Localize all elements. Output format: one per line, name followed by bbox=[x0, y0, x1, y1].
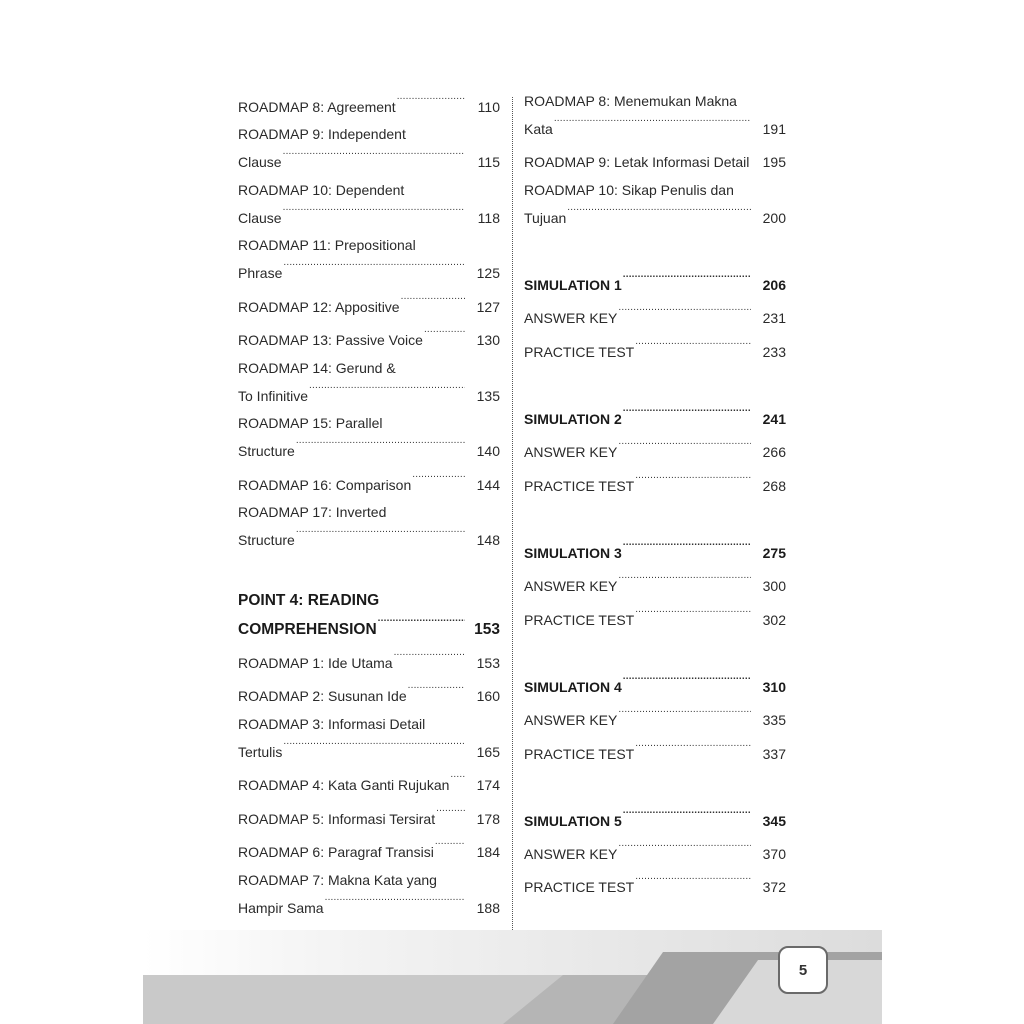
toc-entry-label: ROADMAP 2: Susunan Ide bbox=[238, 688, 407, 704]
toc-entry bbox=[238, 323, 500, 351]
toc-entry bbox=[524, 569, 786, 597]
dot-leader bbox=[424, 323, 465, 345]
toc-entry bbox=[524, 603, 786, 631]
dot-leader bbox=[325, 891, 465, 913]
toc-entry bbox=[238, 679, 500, 707]
toc-entry-page: 335 bbox=[762, 712, 786, 728]
toc-entry-label: Hampir Sama bbox=[238, 900, 324, 916]
toc-entry-page: 140 bbox=[476, 443, 500, 459]
toc-entry-page: 266 bbox=[762, 444, 786, 460]
toc-entry bbox=[238, 590, 500, 641]
toc-entry-label: SIMULATION 3 bbox=[524, 545, 622, 561]
toc-entry-label: ROADMAP 9: Letak Informasi Detail bbox=[524, 154, 750, 170]
page-number-badge: 5 bbox=[778, 946, 828, 994]
toc-entry-page: 302 bbox=[762, 612, 786, 628]
toc-entry-label: SIMULATION 5 bbox=[524, 813, 622, 829]
dot-leader bbox=[618, 703, 751, 725]
toc-entry-page: 268 bbox=[762, 478, 786, 494]
dot-leader bbox=[397, 90, 465, 112]
dot-leader bbox=[554, 112, 751, 134]
toc-entry-page: 118 bbox=[477, 210, 500, 226]
toc-entry bbox=[238, 835, 500, 863]
toc-entry-title-line: ROADMAP 10: Dependent bbox=[238, 182, 405, 198]
toc-entry bbox=[238, 234, 500, 284]
toc-entry bbox=[238, 290, 500, 318]
toc-entry-page: 160 bbox=[476, 688, 500, 704]
toc-entry-page: 300 bbox=[762, 578, 786, 594]
toc-entry-title-line: ROADMAP 9: Independent bbox=[238, 126, 406, 142]
toc-entry bbox=[238, 412, 500, 462]
toc-entry-title-line: POINT 4: READING bbox=[238, 592, 380, 609]
toc-entry-title-line: ROADMAP 3: Informasi Detail bbox=[238, 716, 426, 732]
toc-entry-label: ANSWER KEY bbox=[524, 310, 618, 326]
dot-leader bbox=[450, 768, 465, 790]
toc-entry bbox=[238, 123, 500, 173]
toc-entry-page: 125 bbox=[476, 265, 500, 281]
footer-decoration bbox=[143, 930, 882, 1024]
dot-leader bbox=[635, 335, 751, 357]
dot-leader bbox=[283, 256, 465, 278]
toc-entry-label: PRACTICE TEST bbox=[524, 612, 635, 628]
toc-entry bbox=[238, 802, 500, 830]
toc-entry bbox=[524, 837, 786, 865]
toc-entry-title-line: ROADMAP 17: Inverted bbox=[238, 504, 387, 520]
dot-leader bbox=[435, 835, 465, 857]
toc-entry-page: 148 bbox=[476, 532, 500, 548]
dot-leader bbox=[623, 268, 751, 290]
toc-entry-label: PRACTICE TEST bbox=[524, 746, 635, 762]
dot-leader bbox=[623, 670, 751, 692]
toc-entry bbox=[524, 145, 786, 173]
toc-entry bbox=[524, 335, 786, 363]
toc-entry-label: Tertulis bbox=[238, 744, 283, 760]
toc-entry bbox=[524, 870, 786, 898]
toc-entry-page: 231 bbox=[762, 310, 786, 326]
toc-entry-label: ROADMAP 16: Comparison bbox=[238, 477, 412, 493]
toc-entry-page: 206 bbox=[762, 277, 786, 293]
toc-entry-label: ROADMAP 6: Paragraf Transisi bbox=[238, 844, 434, 860]
toc-entry-page: 115 bbox=[477, 154, 500, 170]
toc-entry bbox=[238, 501, 500, 551]
toc-entry-label: Kata bbox=[524, 121, 553, 137]
dot-leader bbox=[394, 646, 465, 668]
dot-leader bbox=[618, 435, 751, 457]
toc-entry-label: PRACTICE TEST bbox=[524, 344, 635, 360]
toc-entry-label: COMPREHENSION bbox=[238, 621, 377, 638]
toc-entry bbox=[524, 469, 786, 497]
toc-entry bbox=[238, 768, 500, 796]
toc-entry-label: ANSWER KEY bbox=[524, 846, 618, 862]
toc-entry-label: ROADMAP 8: Agreement bbox=[238, 99, 396, 115]
toc-entry-page: 144 bbox=[476, 477, 500, 493]
toc-entry-page: 372 bbox=[762, 879, 786, 895]
toc-entry-label: Structure bbox=[238, 443, 295, 459]
toc-entry bbox=[524, 804, 786, 832]
dot-leader bbox=[401, 290, 465, 312]
toc-entry-page: 165 bbox=[476, 744, 500, 760]
toc-entry bbox=[238, 468, 500, 496]
toc-entry bbox=[524, 435, 786, 463]
toc-entry-page: 184 bbox=[476, 844, 500, 860]
toc-entry-title-line: ROADMAP 15: Parallel bbox=[238, 415, 383, 431]
toc-entry-label: Tujuan bbox=[524, 210, 567, 226]
dot-leader bbox=[296, 434, 465, 456]
dot-leader bbox=[436, 802, 465, 824]
dot-leader bbox=[567, 201, 751, 223]
toc-entry-page: 153 bbox=[476, 655, 500, 671]
toc-entry-label: Structure bbox=[238, 532, 295, 548]
toc-entry-page: 127 bbox=[476, 299, 500, 315]
toc-entry-title-line: ROADMAP 11: Prepositional bbox=[238, 237, 416, 253]
toc-entry-label: ANSWER KEY bbox=[524, 712, 618, 728]
toc-entry-page: 174 bbox=[476, 777, 500, 793]
toc-entry bbox=[238, 179, 500, 229]
dot-leader bbox=[408, 679, 465, 701]
column-divider bbox=[512, 97, 513, 930]
toc-entry-page: 178 bbox=[476, 811, 500, 827]
dot-leader bbox=[283, 735, 465, 757]
toc-entry bbox=[238, 357, 500, 407]
toc-entry-label: ROADMAP 4: Kata Ganti Rujukan bbox=[238, 777, 450, 793]
toc-entry-page: 200 bbox=[762, 210, 786, 226]
toc-entry bbox=[524, 536, 786, 564]
toc-entry bbox=[524, 670, 786, 698]
toc-entry bbox=[238, 646, 500, 674]
dot-leader bbox=[623, 536, 751, 558]
toc-entry-label: PRACTICE TEST bbox=[524, 879, 635, 895]
toc-entry-title-line: ROADMAP 7: Makna Kata yang bbox=[238, 872, 437, 888]
toc-entry-page: 370 bbox=[762, 846, 786, 862]
toc-entry-label: ANSWER KEY bbox=[524, 578, 618, 594]
toc-entry-page: 345 bbox=[762, 813, 786, 829]
toc-entry bbox=[238, 713, 500, 763]
dot-leader bbox=[283, 145, 465, 167]
toc-entry-page: 110 bbox=[477, 99, 500, 115]
dot-leader bbox=[635, 737, 751, 759]
dot-leader bbox=[296, 523, 465, 545]
toc-entry-page: 188 bbox=[476, 900, 500, 916]
toc-entry-label: Clause bbox=[238, 154, 282, 170]
toc-entry-label: ROADMAP 13: Passive Voice bbox=[238, 332, 423, 348]
dot-leader bbox=[412, 468, 465, 490]
toc-entry-label: ROADMAP 12: Appositive bbox=[238, 299, 400, 315]
toc-entry-label: PRACTICE TEST bbox=[524, 478, 635, 494]
toc-entry-title-line: ROADMAP 8: Menemukan Makna bbox=[524, 93, 737, 109]
dot-leader bbox=[635, 870, 751, 892]
toc-entry-page: 191 bbox=[762, 121, 786, 137]
toc-entry-label: SIMULATION 4 bbox=[524, 679, 622, 695]
toc-entry bbox=[524, 90, 786, 140]
dot-leader bbox=[623, 804, 751, 826]
toc-entry-label: To Infinitive bbox=[238, 388, 309, 404]
toc-entry bbox=[524, 402, 786, 430]
toc-entry bbox=[524, 703, 786, 731]
toc-entry-page: 241 bbox=[762, 411, 786, 427]
dot-leader bbox=[635, 603, 751, 625]
toc-entry bbox=[524, 301, 786, 329]
toc-entry-label: ROADMAP 5: Informasi Tersirat bbox=[238, 811, 436, 827]
toc-entry-title-line: ROADMAP 14: Gerund & bbox=[238, 360, 396, 376]
toc-entry-label: ROADMAP 1: Ide Utama bbox=[238, 655, 393, 671]
toc-entry-label: Clause bbox=[238, 210, 282, 226]
toc-entry-page: 275 bbox=[762, 545, 786, 561]
toc-entry-label: ANSWER KEY bbox=[524, 444, 618, 460]
toc-entry bbox=[524, 179, 786, 229]
toc-entry-page: 233 bbox=[762, 344, 786, 360]
toc-entry-label: Phrase bbox=[238, 265, 283, 281]
toc-entry-page: 310 bbox=[762, 679, 786, 695]
toc-entry-page: 135 bbox=[476, 388, 500, 404]
toc-entry-label: SIMULATION 1 bbox=[524, 277, 622, 293]
toc-entry-page: 195 bbox=[762, 154, 786, 170]
dot-leader bbox=[635, 469, 751, 491]
dot-leader bbox=[750, 145, 751, 167]
toc-entry-title-line: ROADMAP 10: Sikap Penulis dan bbox=[524, 182, 734, 198]
toc-entry bbox=[238, 869, 500, 919]
dot-leader bbox=[618, 301, 751, 323]
toc-entry-page: 337 bbox=[762, 746, 786, 762]
toc-entry-label: SIMULATION 2 bbox=[524, 411, 622, 427]
toc-entry bbox=[524, 268, 786, 296]
dot-leader bbox=[618, 569, 751, 591]
toc-entry bbox=[524, 737, 786, 765]
dot-leader bbox=[623, 402, 751, 424]
dot-leader bbox=[378, 612, 465, 634]
dot-leader bbox=[309, 379, 465, 401]
toc-entry-page: 153 bbox=[474, 621, 500, 638]
toc-entry-page: 130 bbox=[476, 332, 500, 348]
dot-leader bbox=[283, 201, 465, 223]
toc-entry bbox=[238, 90, 500, 118]
dot-leader bbox=[618, 837, 751, 859]
